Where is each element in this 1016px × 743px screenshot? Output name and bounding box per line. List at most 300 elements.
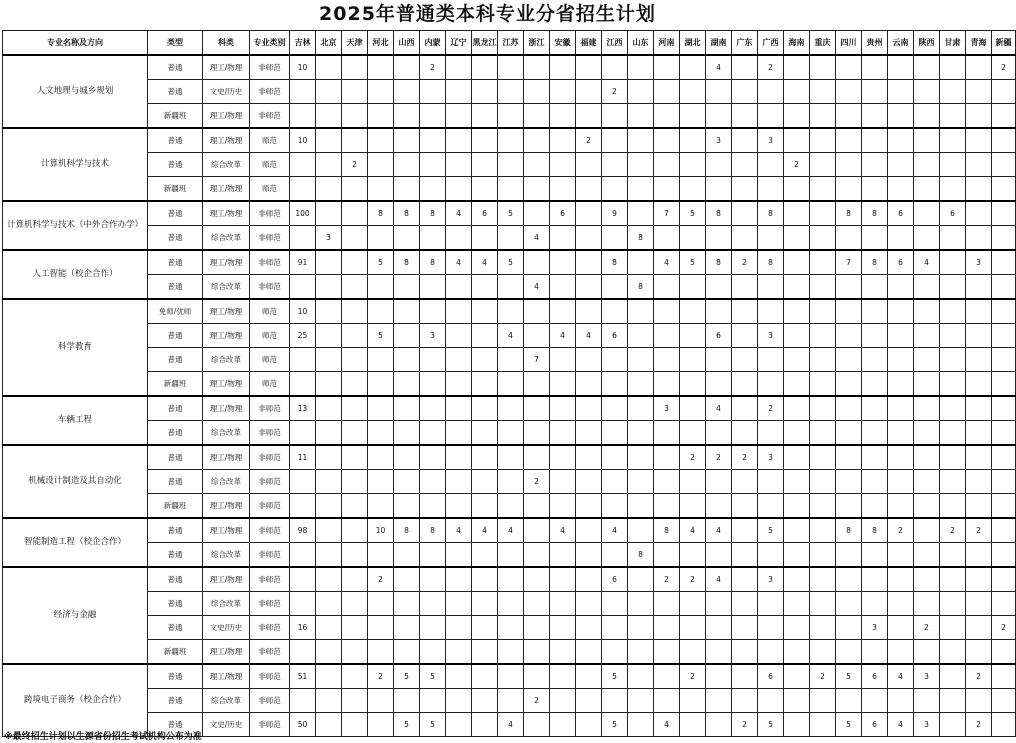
quota-cell bbox=[992, 250, 1016, 275]
quota-cell bbox=[316, 543, 342, 568]
quota-cell bbox=[576, 616, 602, 640]
quota-cell bbox=[940, 640, 966, 665]
category-cell: 师范 bbox=[250, 153, 290, 177]
quota-cell bbox=[940, 713, 966, 737]
quota-cell bbox=[472, 592, 498, 616]
quota-cell bbox=[342, 664, 368, 689]
quota-cell bbox=[342, 324, 368, 348]
type-cell: 新疆班 bbox=[148, 104, 203, 129]
quota-cell bbox=[446, 275, 472, 300]
quota-cell bbox=[732, 567, 758, 592]
quota-cell bbox=[628, 177, 654, 202]
quota-cell: 8 bbox=[394, 201, 420, 226]
quota-cell bbox=[784, 396, 810, 421]
quota-cell: 4 bbox=[446, 201, 472, 226]
quota-cell bbox=[654, 324, 680, 348]
quota-cell bbox=[420, 153, 446, 177]
quota-cell bbox=[992, 640, 1016, 665]
quota-cell: 6 bbox=[550, 201, 576, 226]
quota-cell: 4 bbox=[706, 567, 732, 592]
table-row bbox=[3, 348, 1016, 372]
quota-cell bbox=[498, 664, 524, 689]
quota-cell bbox=[914, 640, 940, 665]
quota-cell: 4 bbox=[498, 518, 524, 543]
quota-cell bbox=[498, 567, 524, 592]
header-row bbox=[3, 31, 1016, 56]
quota-cell bbox=[628, 55, 654, 80]
quota-cell bbox=[654, 153, 680, 177]
quota-cell bbox=[888, 616, 914, 640]
table-row bbox=[3, 372, 1016, 397]
quota-cell bbox=[524, 372, 550, 397]
quota-cell bbox=[316, 80, 342, 104]
quota-cell: 2 bbox=[342, 153, 368, 177]
quota-cell bbox=[550, 104, 576, 129]
quota-cell bbox=[940, 616, 966, 640]
quota-cell bbox=[940, 177, 966, 202]
quota-cell bbox=[420, 348, 446, 372]
quota-cell bbox=[992, 226, 1016, 251]
quota-cell bbox=[602, 689, 628, 713]
quota-cell bbox=[810, 250, 836, 275]
quota-cell bbox=[706, 104, 732, 129]
quota-cell bbox=[758, 616, 784, 640]
quota-cell bbox=[472, 567, 498, 592]
subject-cell: 综合改革 bbox=[203, 689, 250, 713]
quota-cell: 8 bbox=[394, 518, 420, 543]
type-cell: 普通 bbox=[148, 396, 203, 421]
quota-cell bbox=[758, 348, 784, 372]
major-name: 机械设计制造及其自动化 bbox=[3, 445, 148, 518]
quota-cell bbox=[914, 494, 940, 519]
quota-cell bbox=[628, 250, 654, 275]
quota-cell bbox=[628, 201, 654, 226]
quota-cell bbox=[914, 177, 940, 202]
quota-cell bbox=[342, 445, 368, 470]
table-row bbox=[3, 396, 1016, 421]
quota-cell bbox=[576, 713, 602, 737]
subject-cell: 理工/物理 bbox=[203, 55, 250, 80]
quota-cell bbox=[394, 299, 420, 324]
quota-cell: 2 bbox=[680, 445, 706, 470]
table-row bbox=[3, 299, 1016, 324]
quota-cell bbox=[888, 689, 914, 713]
quota-cell bbox=[888, 80, 914, 104]
quota-cell bbox=[966, 177, 992, 202]
column-header: 辽宁 bbox=[446, 31, 472, 56]
quota-cell bbox=[628, 396, 654, 421]
quota-cell bbox=[914, 104, 940, 129]
column-header: 类型 bbox=[148, 31, 203, 56]
quota-cell bbox=[836, 567, 862, 592]
quota-cell bbox=[446, 299, 472, 324]
quota-cell bbox=[446, 324, 472, 348]
quota-cell bbox=[862, 543, 888, 568]
quota-cell bbox=[342, 543, 368, 568]
quota-cell: 8 bbox=[836, 201, 862, 226]
quota-cell bbox=[654, 616, 680, 640]
quota-cell bbox=[576, 518, 602, 543]
quota-cell: 6 bbox=[602, 324, 628, 348]
quota-cell: 8 bbox=[628, 275, 654, 300]
quota-cell bbox=[316, 567, 342, 592]
quota-cell bbox=[290, 80, 316, 104]
quota-cell bbox=[394, 348, 420, 372]
quota-cell bbox=[524, 592, 550, 616]
quota-cell bbox=[836, 616, 862, 640]
quota-cell: 3 bbox=[706, 128, 732, 153]
subject-cell: 理工/物理 bbox=[203, 128, 250, 153]
quota-cell bbox=[446, 226, 472, 251]
quota-cell bbox=[446, 689, 472, 713]
quota-cell bbox=[524, 324, 550, 348]
subject-cell: 综合改革 bbox=[203, 275, 250, 300]
quota-cell bbox=[732, 128, 758, 153]
table-body bbox=[3, 55, 1016, 737]
quota-cell: 8 bbox=[706, 250, 732, 275]
subject-cell: 综合改革 bbox=[203, 153, 250, 177]
quota-cell bbox=[342, 689, 368, 713]
quota-cell: 2 bbox=[368, 664, 394, 689]
quota-cell bbox=[706, 348, 732, 372]
quota-cell bbox=[472, 80, 498, 104]
category-cell: 非师范 bbox=[250, 664, 290, 689]
quota-cell bbox=[836, 689, 862, 713]
quota-cell bbox=[524, 55, 550, 80]
quota-cell bbox=[316, 250, 342, 275]
quota-cell bbox=[940, 153, 966, 177]
column-header: 重庆 bbox=[810, 31, 836, 56]
quota-cell bbox=[290, 275, 316, 300]
quota-cell bbox=[446, 592, 472, 616]
quota-cell bbox=[784, 324, 810, 348]
quota-cell bbox=[498, 55, 524, 80]
quota-cell bbox=[680, 128, 706, 153]
quota-cell bbox=[342, 348, 368, 372]
quota-cell bbox=[472, 275, 498, 300]
quota-cell bbox=[836, 592, 862, 616]
quota-cell bbox=[446, 543, 472, 568]
quota-cell bbox=[680, 616, 706, 640]
quota-cell: 5 bbox=[836, 713, 862, 737]
quota-cell bbox=[862, 324, 888, 348]
quota-cell: 25 bbox=[290, 324, 316, 348]
quota-cell: 4 bbox=[472, 518, 498, 543]
quota-cell bbox=[576, 689, 602, 713]
table-row bbox=[3, 664, 1016, 689]
quota-cell bbox=[810, 55, 836, 80]
quota-cell bbox=[420, 543, 446, 568]
quota-cell: 5 bbox=[498, 250, 524, 275]
quota-cell bbox=[654, 55, 680, 80]
quota-cell bbox=[342, 470, 368, 494]
quota-cell bbox=[576, 445, 602, 470]
quota-cell bbox=[940, 445, 966, 470]
quota-cell bbox=[836, 177, 862, 202]
quota-cell bbox=[498, 153, 524, 177]
quota-cell bbox=[940, 494, 966, 519]
quota-cell bbox=[992, 201, 1016, 226]
type-cell: 普通 bbox=[148, 567, 203, 592]
quota-cell bbox=[498, 396, 524, 421]
quota-cell bbox=[862, 396, 888, 421]
subject-cell: 理工/物理 bbox=[203, 201, 250, 226]
quota-cell bbox=[446, 55, 472, 80]
category-cell: 非师范 bbox=[250, 713, 290, 737]
quota-cell bbox=[420, 299, 446, 324]
quota-cell bbox=[680, 421, 706, 446]
quota-cell bbox=[628, 445, 654, 470]
quota-cell bbox=[654, 494, 680, 519]
quota-cell bbox=[680, 396, 706, 421]
quota-cell: 2 bbox=[914, 616, 940, 640]
quota-cell bbox=[472, 689, 498, 713]
quota-cell bbox=[914, 226, 940, 251]
column-header: 内蒙 bbox=[420, 31, 446, 56]
quota-cell bbox=[810, 153, 836, 177]
quota-cell bbox=[394, 128, 420, 153]
quota-cell bbox=[316, 592, 342, 616]
quota-cell bbox=[706, 664, 732, 689]
quota-cell bbox=[810, 201, 836, 226]
subject-cell: 文史/历史 bbox=[203, 80, 250, 104]
type-cell: 新疆班 bbox=[148, 177, 203, 202]
quota-cell bbox=[602, 348, 628, 372]
quota-cell bbox=[758, 104, 784, 129]
quota-cell: 100 bbox=[290, 201, 316, 226]
quota-cell bbox=[888, 299, 914, 324]
quota-cell bbox=[628, 372, 654, 397]
subject-cell: 综合改革 bbox=[203, 348, 250, 372]
quota-cell bbox=[472, 494, 498, 519]
quota-cell bbox=[342, 494, 368, 519]
quota-cell bbox=[862, 592, 888, 616]
quota-cell bbox=[472, 543, 498, 568]
quota-cell bbox=[576, 470, 602, 494]
column-header: 专业名称及方向 bbox=[3, 31, 148, 56]
quota-cell bbox=[628, 421, 654, 446]
quota-cell bbox=[290, 494, 316, 519]
quota-cell: 6 bbox=[706, 324, 732, 348]
quota-cell bbox=[888, 567, 914, 592]
quota-cell bbox=[654, 421, 680, 446]
quota-cell bbox=[966, 616, 992, 640]
quota-cell bbox=[966, 470, 992, 494]
quota-cell bbox=[342, 275, 368, 300]
quota-cell: 5 bbox=[498, 201, 524, 226]
quota-cell bbox=[810, 640, 836, 665]
quota-cell bbox=[992, 421, 1016, 446]
quota-cell bbox=[836, 640, 862, 665]
quota-cell bbox=[810, 104, 836, 129]
quota-cell bbox=[420, 470, 446, 494]
quota-cell: 4 bbox=[888, 713, 914, 737]
quota-cell bbox=[472, 396, 498, 421]
quota-cell bbox=[888, 177, 914, 202]
quota-cell bbox=[498, 226, 524, 251]
quota-cell bbox=[706, 299, 732, 324]
quota-cell bbox=[524, 640, 550, 665]
category-cell: 非师范 bbox=[250, 275, 290, 300]
quota-cell bbox=[966, 445, 992, 470]
quota-cell bbox=[914, 128, 940, 153]
quota-cell bbox=[368, 470, 394, 494]
category-cell: 非师范 bbox=[250, 494, 290, 519]
quota-cell bbox=[290, 470, 316, 494]
quota-cell bbox=[732, 640, 758, 665]
quota-cell bbox=[732, 664, 758, 689]
quota-cell bbox=[290, 104, 316, 129]
quota-cell: 7 bbox=[836, 250, 862, 275]
quota-cell: 6 bbox=[472, 201, 498, 226]
quota-cell: 2 bbox=[706, 445, 732, 470]
quota-cell: 6 bbox=[758, 664, 784, 689]
quota-cell bbox=[914, 299, 940, 324]
quota-cell bbox=[758, 640, 784, 665]
column-header: 河北 bbox=[368, 31, 394, 56]
quota-cell bbox=[576, 592, 602, 616]
quota-cell bbox=[706, 470, 732, 494]
quota-cell bbox=[550, 177, 576, 202]
quota-cell bbox=[966, 592, 992, 616]
quota-cell: 5 bbox=[758, 713, 784, 737]
quota-cell: 5 bbox=[420, 713, 446, 737]
quota-cell bbox=[966, 396, 992, 421]
quota-cell bbox=[342, 128, 368, 153]
quota-cell bbox=[732, 543, 758, 568]
quota-cell bbox=[836, 421, 862, 446]
quota-cell bbox=[576, 348, 602, 372]
quota-cell bbox=[680, 640, 706, 665]
quota-cell bbox=[550, 299, 576, 324]
quota-cell bbox=[758, 470, 784, 494]
quota-cell bbox=[654, 177, 680, 202]
quota-cell: 2 bbox=[784, 153, 810, 177]
quota-cell bbox=[862, 153, 888, 177]
quota-cell bbox=[368, 396, 394, 421]
type-cell: 普通 bbox=[148, 348, 203, 372]
quota-cell bbox=[836, 543, 862, 568]
subject-cell: 文史/历史 bbox=[203, 616, 250, 640]
quota-cell: 8 bbox=[862, 201, 888, 226]
quota-cell bbox=[836, 372, 862, 397]
quota-cell: 5 bbox=[420, 664, 446, 689]
quota-cell bbox=[940, 372, 966, 397]
subject-cell: 理工/物理 bbox=[203, 372, 250, 397]
quota-cell bbox=[654, 372, 680, 397]
quota-cell: 8 bbox=[706, 201, 732, 226]
quota-cell bbox=[420, 396, 446, 421]
quota-cell bbox=[446, 104, 472, 129]
quota-cell bbox=[550, 275, 576, 300]
column-header: 吉林 bbox=[290, 31, 316, 56]
type-cell: 普通 bbox=[148, 201, 203, 226]
quota-cell bbox=[966, 567, 992, 592]
quota-cell bbox=[446, 567, 472, 592]
quota-cell bbox=[550, 592, 576, 616]
quota-cell bbox=[732, 689, 758, 713]
quota-cell: 4 bbox=[654, 713, 680, 737]
quota-cell bbox=[368, 104, 394, 129]
quota-cell bbox=[940, 592, 966, 616]
quota-cell bbox=[290, 640, 316, 665]
quota-cell bbox=[966, 275, 992, 300]
quota-cell bbox=[290, 372, 316, 397]
table-row bbox=[3, 226, 1016, 251]
quota-cell: 2 bbox=[602, 80, 628, 104]
quota-cell bbox=[654, 543, 680, 568]
quota-cell bbox=[940, 104, 966, 129]
quota-cell bbox=[914, 592, 940, 616]
quota-cell bbox=[342, 713, 368, 737]
quota-cell bbox=[914, 324, 940, 348]
quota-cell bbox=[550, 445, 576, 470]
quota-cell bbox=[316, 713, 342, 737]
quota-cell bbox=[316, 640, 342, 665]
quota-cell bbox=[394, 226, 420, 251]
quota-cell bbox=[342, 518, 368, 543]
quota-cell bbox=[992, 592, 1016, 616]
quota-cell bbox=[992, 470, 1016, 494]
quota-cell bbox=[446, 616, 472, 640]
quota-cell bbox=[602, 640, 628, 665]
quota-cell bbox=[446, 470, 472, 494]
quota-cell bbox=[576, 55, 602, 80]
quota-cell bbox=[914, 518, 940, 543]
quota-cell bbox=[888, 128, 914, 153]
quota-cell bbox=[680, 372, 706, 397]
quota-cell bbox=[680, 470, 706, 494]
quota-cell bbox=[888, 470, 914, 494]
category-cell: 师范 bbox=[250, 372, 290, 397]
quota-cell bbox=[628, 518, 654, 543]
quota-cell bbox=[368, 689, 394, 713]
type-cell: 免师/优师 bbox=[148, 299, 203, 324]
quota-cell bbox=[940, 324, 966, 348]
quota-cell bbox=[368, 494, 394, 519]
quota-cell: 4 bbox=[550, 518, 576, 543]
quota-cell bbox=[342, 396, 368, 421]
quota-cell bbox=[784, 348, 810, 372]
quota-cell bbox=[394, 445, 420, 470]
quota-cell bbox=[446, 80, 472, 104]
quota-cell bbox=[914, 396, 940, 421]
quota-cell: 8 bbox=[420, 201, 446, 226]
quota-cell bbox=[342, 592, 368, 616]
quota-cell: 8 bbox=[654, 518, 680, 543]
quota-cell: 4 bbox=[914, 250, 940, 275]
quota-cell bbox=[446, 640, 472, 665]
quota-cell bbox=[576, 543, 602, 568]
quota-cell: 2 bbox=[940, 518, 966, 543]
quota-cell bbox=[602, 128, 628, 153]
quota-cell bbox=[732, 226, 758, 251]
quota-cell bbox=[758, 153, 784, 177]
quota-cell: 8 bbox=[420, 250, 446, 275]
quota-cell bbox=[316, 153, 342, 177]
quota-cell bbox=[290, 348, 316, 372]
table-row bbox=[3, 640, 1016, 665]
quota-cell bbox=[654, 275, 680, 300]
table-row bbox=[3, 494, 1016, 519]
quota-cell bbox=[888, 640, 914, 665]
quota-cell: 9 bbox=[602, 201, 628, 226]
subject-cell: 理工/物理 bbox=[203, 567, 250, 592]
quota-cell bbox=[290, 592, 316, 616]
quota-cell bbox=[316, 616, 342, 640]
quota-cell bbox=[784, 299, 810, 324]
quota-cell bbox=[368, 348, 394, 372]
